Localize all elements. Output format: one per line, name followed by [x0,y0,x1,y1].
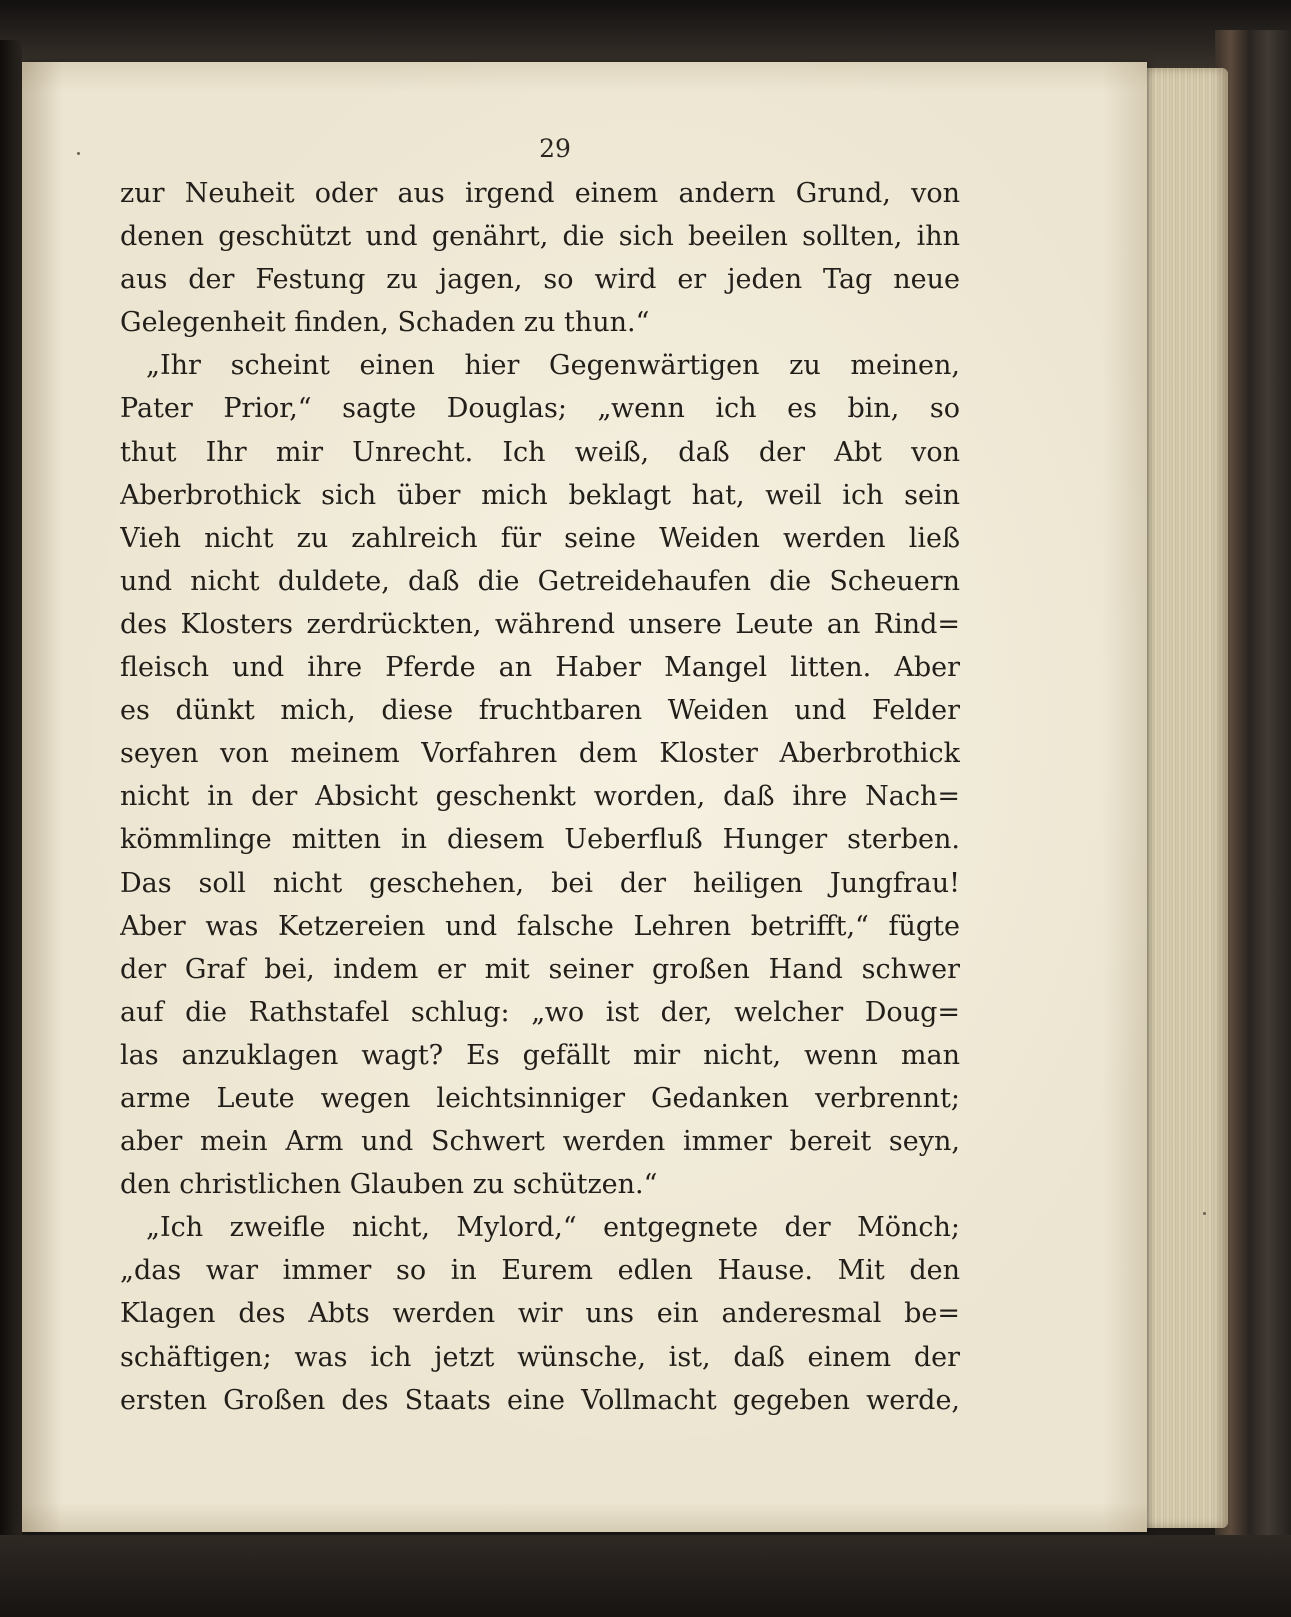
text-line: der Graf bei, indem er mit seiner großen Hand schwer [120,953,960,985]
text-line: „Ich zweifle nicht, Mylord,“ entgegnete der Mönch; [146,1212,960,1244]
paper-speck [77,152,80,155]
text-line: schäftigen; was ich jetzt wünsche, ist, daß einem der [120,1341,960,1373]
text-line: las anzuklagen wagt? Es gefällt mir nicht, wenn man [120,1039,960,1071]
text-line: auf die Rathstafel schlug: „wo ist der, welcher Doug= [120,996,960,1028]
text-line: Gelegenheit finden, Schaden zu thun.“ [120,307,650,339]
text-line: Pater Prior,“ sagte Douglas; „wenn ich es bin, so [120,393,960,425]
text-line: des Klosters zerdrückten, während unsere Leute an Rind= [120,608,960,640]
text-line: aber mein Arm und Schwert werden immer bereit seyn, [120,1126,960,1158]
text-line: Das soll nicht geschehen, bei der heiligen Jungfrau! [120,867,960,899]
text-line: nicht in der Absicht geschenkt worden, daß ihre Nach= [120,781,960,813]
text-line: arme Leute wegen leichtsinniger Gedanken verbrennt; [120,1082,960,1114]
text-line: es dünkt mich, diese fruchtbaren Weiden und Felder [120,695,960,727]
text-line: fleisch und ihre Pferde an Haber Mangel litten. Aber [120,652,960,684]
book-cover-top [0,0,1291,70]
text-line: „das war immer so in Eurem edlen Hause. Mit den [120,1255,960,1287]
text-line: seyen von meinem Vorfahren dem Kloster Aberbrothick [120,738,960,770]
text-line: „Ihr scheint einen hier Gegenwärtigen zu meinen, [146,350,960,382]
text-line: den christlichen Glauben zu schützen.“ [120,1169,658,1201]
page-edges [1140,68,1228,1528]
text-line: Vieh nicht zu zahlreich für seine Weiden werden ließ [120,522,960,554]
text-line: aus der Festung zu jagen, so wird er jeden Tag neue [120,264,960,296]
text-line: ersten Großen des Staats eine Vollmacht gegeben werde, [120,1384,960,1416]
body-text [120,172,960,1422]
book-cover-bottom [0,1535,1291,1617]
text-line: Aber was Ketzereien und falsche Lehren betrifft,“ fügte [120,910,960,942]
paper-speck [1203,1212,1206,1215]
text-line: zur Neuheit oder aus irgend einem andern Grund, von [120,178,960,209]
page-number: 29 [539,134,571,163]
text-line: Aberbrothick sich über mich beklagt hat, weil ich sein [120,479,960,511]
text-line: thut Ihr mir Unrecht. Ich weiß, daß der Abt von [120,436,960,468]
text-line: kömmlinge mitten in diesem Ueberfluß Hunger sterben. [120,824,960,856]
text-line: Klagen des Abts werden wir uns ein anderesmal be= [120,1298,960,1330]
book-cover-left [0,40,22,1540]
text-line: und nicht duldete, daß die Getreidehaufen die Scheuern [120,565,960,597]
text-line: denen geschützt und genährt, die sich beeilen sollten, ihn [120,221,960,253]
